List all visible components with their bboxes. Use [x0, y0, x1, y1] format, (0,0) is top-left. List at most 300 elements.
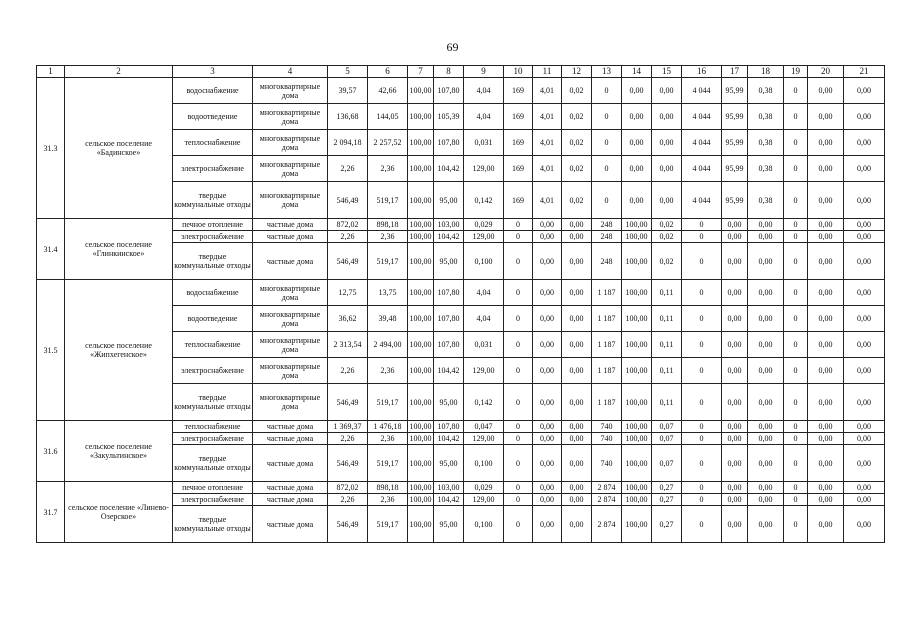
value-cell: 0,00 — [722, 219, 748, 231]
value-cell: 169 — [504, 182, 533, 219]
value-cell: 519,17 — [368, 506, 408, 543]
column-header: 19 — [784, 66, 808, 78]
housing-type: частные дома — [253, 219, 328, 231]
value-cell: 95,99 — [722, 104, 748, 130]
value-cell: 519,17 — [368, 243, 408, 280]
value-cell: 136,68 — [328, 104, 368, 130]
value-cell: 0,00 — [562, 358, 592, 384]
value-cell: 4,04 — [464, 104, 504, 130]
value-cell: 4,01 — [533, 78, 562, 104]
value-cell: 0,00 — [844, 78, 885, 104]
value-cell: 0,38 — [748, 104, 784, 130]
value-cell: 0 — [784, 130, 808, 156]
value-cell: 100,00 — [622, 332, 652, 358]
value-cell: 0,00 — [562, 219, 592, 231]
value-cell: 100,00 — [408, 384, 434, 421]
service-name: электроснабжение — [173, 494, 253, 506]
table-row — [37, 219, 885, 231]
value-cell: 107,80 — [434, 306, 464, 332]
value-cell: 248 — [592, 231, 622, 243]
value-cell: 95,00 — [434, 506, 464, 543]
value-cell: 0,00 — [722, 358, 748, 384]
value-cell: 4 044 — [682, 130, 722, 156]
value-cell: 0 — [682, 243, 722, 280]
value-cell: 0 — [784, 231, 808, 243]
housing-type: многоквартирные дома — [253, 130, 328, 156]
value-cell: 1 187 — [592, 280, 622, 306]
value-cell: 0,00 — [844, 332, 885, 358]
value-cell: 144,05 — [368, 104, 408, 130]
tariff-table — [36, 65, 885, 543]
value-cell: 2,36 — [368, 433, 408, 445]
value-cell: 0 — [784, 506, 808, 543]
housing-type: частные дома — [253, 506, 328, 543]
housing-type: многоквартирные дома — [253, 358, 328, 384]
value-cell: 519,17 — [368, 384, 408, 421]
value-cell: 95,00 — [434, 182, 464, 219]
table-row — [37, 78, 885, 104]
value-cell: 0,100 — [464, 445, 504, 482]
value-cell: 0,00 — [562, 332, 592, 358]
value-cell: 100,00 — [622, 421, 652, 433]
value-cell: 0,00 — [533, 421, 562, 433]
value-cell: 0,02 — [562, 78, 592, 104]
value-cell: 129,00 — [464, 156, 504, 182]
value-cell: 0 — [682, 306, 722, 332]
value-cell: 0,00 — [844, 182, 885, 219]
value-cell: 100,00 — [408, 306, 434, 332]
value-cell: 100,00 — [409, 495, 432, 504]
value-cell: 2 257,52 — [368, 130, 408, 156]
settlement-name: сельское поселение «Жипхегенское» — [65, 280, 173, 421]
value-cell: 129,00 — [464, 494, 504, 506]
value-cell: 0,00 — [652, 182, 682, 219]
value-cell: 0,07 — [652, 433, 682, 445]
value-cell: 546,49 — [328, 445, 368, 482]
value-cell: 39,48 — [368, 306, 408, 332]
value-cell: 0,00 — [748, 421, 784, 433]
housing-type: многоквартирные дома — [253, 384, 328, 421]
value-cell: 0 — [784, 494, 808, 506]
value-cell: 0,00 — [808, 433, 844, 445]
value-cell: 0,00 — [808, 280, 844, 306]
value-cell: 0,00 — [844, 156, 885, 182]
value-cell: 0 — [784, 78, 808, 104]
value-cell: 0,00 — [652, 104, 682, 130]
value-cell: 0 — [592, 104, 622, 130]
value-cell: 0,00 — [844, 306, 885, 332]
value-cell: 0,00 — [722, 433, 748, 445]
value-cell: 0,00 — [748, 384, 784, 421]
value-cell: 0 — [504, 445, 533, 482]
value-cell: 0,02 — [652, 243, 682, 280]
value-cell: 129,00 — [464, 358, 504, 384]
service-name: твердые коммунальные отходы — [173, 243, 253, 280]
value-cell: 0,00 — [748, 494, 784, 506]
value-cell: 4,04 — [464, 280, 504, 306]
value-cell: 100,00 — [409, 483, 432, 492]
value-cell: 0,27 — [652, 506, 682, 543]
column-header: 21 — [844, 66, 885, 78]
column-header: 14 — [622, 66, 652, 78]
value-cell: 0,38 — [748, 130, 784, 156]
value-cell: 0,00 — [844, 384, 885, 421]
value-cell: 104,42 — [434, 156, 464, 182]
value-cell: 0,142 — [464, 182, 504, 219]
value-cell: 0 — [504, 306, 533, 332]
value-cell: 0 — [592, 182, 622, 219]
value-cell: 169 — [504, 104, 533, 130]
value-cell: 0,00 — [844, 280, 885, 306]
service-name: водоотведение — [173, 104, 253, 130]
value-cell: 100,00 — [408, 156, 434, 182]
value-cell: 0,00 — [533, 306, 562, 332]
settlement-name: сельское поселение «Закультинское» — [65, 421, 173, 482]
value-cell: 0,031 — [464, 332, 504, 358]
value-cell: 872,02 — [328, 219, 368, 231]
value-cell: 0 — [682, 433, 722, 445]
value-cell: 0 — [504, 231, 533, 243]
value-cell: 740 — [592, 433, 622, 445]
value-cell: 0,00 — [748, 306, 784, 332]
column-header: 13 — [592, 66, 622, 78]
value-cell: 0,00 — [562, 243, 592, 280]
row-number: 31.3 — [37, 78, 65, 219]
value-cell: 100,00 — [408, 78, 434, 104]
value-cell: 0,00 — [808, 306, 844, 332]
value-cell: 4,04 — [464, 306, 504, 332]
column-header: 11 — [533, 66, 562, 78]
value-cell: 100,00 — [409, 220, 432, 229]
settlement-name: сельское поселение «Бадинское» — [65, 78, 173, 219]
value-cell: 0 — [682, 332, 722, 358]
value-cell: 0,00 — [748, 506, 784, 543]
value-cell: 248 — [592, 243, 622, 280]
value-cell: 872,02 — [328, 482, 368, 494]
value-cell: 0,00 — [533, 494, 562, 506]
value-cell: 0,00 — [844, 243, 885, 280]
value-cell: 0,00 — [722, 421, 748, 433]
value-cell: 0,11 — [652, 332, 682, 358]
value-cell: 2,36 — [368, 494, 408, 506]
value-cell: 169 — [504, 156, 533, 182]
value-cell: 0,00 — [808, 506, 844, 543]
value-cell: 0,00 — [748, 332, 784, 358]
value-cell: 0 — [784, 482, 808, 494]
value-cell: 0,11 — [652, 306, 682, 332]
value-cell: 0 — [682, 280, 722, 306]
value-cell: 898,18 — [368, 219, 408, 231]
value-cell: 4,01 — [533, 182, 562, 219]
value-cell: 0,00 — [808, 494, 844, 506]
housing-type: частные дома — [253, 421, 328, 433]
value-cell: 0,00 — [562, 280, 592, 306]
value-cell: 100,00 — [408, 104, 434, 130]
value-cell: 0 — [784, 219, 808, 231]
value-cell: 100,00 — [622, 433, 652, 445]
column-header: 17 — [722, 66, 748, 78]
value-cell: 1 187 — [592, 384, 622, 421]
value-cell: 107,80 — [434, 421, 464, 433]
value-cell: 546,49 — [328, 506, 368, 543]
value-cell: 2,36 — [368, 358, 408, 384]
value-cell: 2 094,18 — [328, 130, 368, 156]
value-cell: 0,00 — [533, 433, 562, 445]
table-body — [37, 66, 885, 543]
value-cell: 0,02 — [562, 182, 592, 219]
value-cell: 0,00 — [844, 231, 885, 243]
value-cell: 0 — [784, 358, 808, 384]
value-cell: 0,00 — [533, 332, 562, 358]
value-cell: 1 369,37 — [328, 421, 368, 433]
value-cell: 0,00 — [722, 231, 748, 243]
value-cell: 0,02 — [562, 104, 592, 130]
value-cell: 95,99 — [722, 156, 748, 182]
value-cell: 0 — [504, 384, 533, 421]
service-name: печное отопление — [173, 219, 253, 231]
value-cell: 100,00 — [622, 231, 652, 243]
value-cell: 0,00 — [808, 104, 844, 130]
value-cell: 4,04 — [464, 78, 504, 104]
table-row — [37, 421, 885, 433]
value-cell: 2 874 — [592, 494, 622, 506]
value-cell: 100,00 — [408, 358, 434, 384]
value-cell: 100,00 — [622, 494, 652, 506]
value-cell: 107,80 — [434, 78, 464, 104]
value-cell: 2 313,54 — [328, 332, 368, 358]
service-name: печное отопление — [173, 482, 253, 494]
value-cell: 1 187 — [592, 332, 622, 358]
service-name: твердые коммунальные отходы — [173, 506, 253, 543]
value-cell: 0,00 — [562, 306, 592, 332]
value-cell: 0,07 — [652, 445, 682, 482]
value-cell: 546,49 — [328, 384, 368, 421]
value-cell: 107,80 — [434, 280, 464, 306]
page-number: 69 — [446, 40, 459, 54]
value-cell: 0 — [682, 421, 722, 433]
value-cell: 0,00 — [748, 445, 784, 482]
housing-type: частные дома — [253, 433, 328, 445]
value-cell: 2,26 — [328, 156, 368, 182]
value-cell: 105,39 — [434, 104, 464, 130]
column-header: 15 — [652, 66, 682, 78]
value-cell: 4,01 — [533, 130, 562, 156]
value-cell: 519,17 — [368, 182, 408, 219]
settlement-name: сельское поселение «Глинкинское» — [65, 219, 173, 280]
value-cell: 0 — [784, 306, 808, 332]
value-cell: 0,00 — [622, 156, 652, 182]
value-cell: 0,00 — [748, 280, 784, 306]
value-cell: 0,00 — [844, 482, 885, 494]
value-cell: 0 — [784, 104, 808, 130]
value-cell: 0,00 — [844, 130, 885, 156]
value-cell: 0,00 — [722, 384, 748, 421]
value-cell: 95,00 — [434, 445, 464, 482]
value-cell: 12,75 — [328, 280, 368, 306]
value-cell: 0,02 — [562, 130, 592, 156]
value-cell: 0,00 — [808, 78, 844, 104]
value-cell: 740 — [592, 445, 622, 482]
value-cell: 0,11 — [652, 280, 682, 306]
housing-type: частные дома — [253, 494, 328, 506]
service-name: водоснабжение — [173, 280, 253, 306]
value-cell: 0,00 — [748, 358, 784, 384]
housing-type: многоквартирные дома — [253, 306, 328, 332]
value-cell: 0,27 — [652, 482, 682, 494]
value-cell: 0,02 — [562, 156, 592, 182]
value-cell: 0 — [784, 421, 808, 433]
column-header: 6 — [368, 66, 408, 78]
column-header: 4 — [253, 66, 328, 78]
column-header: 20 — [808, 66, 844, 78]
value-cell: 0,047 — [464, 421, 504, 433]
value-cell: 546,49 — [328, 243, 368, 280]
value-cell: 248 — [592, 219, 622, 231]
value-cell: 100,00 — [408, 243, 434, 280]
value-cell: 0,00 — [844, 358, 885, 384]
value-cell: 0,00 — [808, 445, 844, 482]
value-cell: 0,00 — [808, 130, 844, 156]
column-header: 9 — [464, 66, 504, 78]
value-cell: 2,26 — [328, 231, 368, 243]
column-header: 16 — [682, 66, 722, 78]
value-cell: 100,00 — [622, 280, 652, 306]
column-header: 5 — [328, 66, 368, 78]
value-cell: 0,00 — [722, 243, 748, 280]
value-cell: 4,01 — [533, 156, 562, 182]
value-cell: 169 — [504, 130, 533, 156]
value-cell: 169 — [504, 78, 533, 104]
value-cell: 0 — [784, 384, 808, 421]
housing-type: многоквартирные дома — [253, 78, 328, 104]
value-cell: 0 — [784, 433, 808, 445]
value-cell: 100,00 — [408, 130, 434, 156]
housing-type: многоквартирные дома — [253, 332, 328, 358]
value-cell: 0,00 — [562, 384, 592, 421]
value-cell: 0,00 — [562, 506, 592, 543]
value-cell: 0 — [682, 219, 722, 231]
value-cell: 100,00 — [622, 219, 652, 231]
value-cell: 0,029 — [464, 482, 504, 494]
value-cell: 0 — [592, 156, 622, 182]
value-cell: 95,99 — [722, 78, 748, 104]
service-name: электроснабжение — [173, 231, 253, 243]
housing-type: многоквартирные дома — [253, 156, 328, 182]
table-row — [37, 482, 885, 494]
value-cell: 0 — [682, 445, 722, 482]
value-cell: 0,00 — [844, 506, 885, 543]
value-cell: 104,42 — [434, 433, 464, 445]
value-cell: 0 — [682, 482, 722, 494]
value-cell: 42,66 — [368, 78, 408, 104]
value-cell: 0,142 — [464, 384, 504, 421]
housing-type: частные дома — [253, 243, 328, 280]
value-cell: 0 — [682, 494, 722, 506]
column-header: 18 — [748, 66, 784, 78]
housing-type: многоквартирные дома — [253, 104, 328, 130]
value-cell: 100,00 — [408, 445, 434, 482]
service-name: водоснабжение — [173, 78, 253, 104]
value-cell: 0,00 — [808, 358, 844, 384]
service-name: электроснабжение — [173, 156, 253, 182]
value-cell: 0,38 — [748, 78, 784, 104]
service-name: электроснабжение — [173, 433, 253, 445]
value-cell: 4,01 — [533, 104, 562, 130]
value-cell: 100,00 — [408, 182, 434, 219]
service-name: водоотведение — [173, 306, 253, 332]
value-cell: 100,00 — [409, 232, 432, 241]
value-cell: 0,00 — [844, 421, 885, 433]
value-cell: 129,00 — [464, 231, 504, 243]
value-cell: 0,00 — [748, 482, 784, 494]
value-cell: 104,42 — [434, 231, 464, 243]
value-cell: 0,00 — [844, 433, 885, 445]
value-cell: 0,00 — [844, 494, 885, 506]
value-cell: 95,00 — [434, 243, 464, 280]
housing-type: частные дома — [253, 231, 328, 243]
value-cell: 0 — [504, 280, 533, 306]
value-cell: 95,99 — [722, 182, 748, 219]
value-cell: 100,00 — [408, 332, 434, 358]
value-cell: 36,62 — [328, 306, 368, 332]
value-cell: 0,00 — [722, 506, 748, 543]
value-cell: 0,00 — [533, 358, 562, 384]
value-cell: 0,00 — [533, 506, 562, 543]
value-cell: 0,00 — [722, 445, 748, 482]
value-cell: 2,36 — [368, 156, 408, 182]
value-cell: 0,00 — [844, 104, 885, 130]
value-cell: 0,00 — [562, 231, 592, 243]
value-cell: 2 874 — [592, 506, 622, 543]
column-header: 7 — [408, 66, 434, 78]
value-cell: 0 — [784, 243, 808, 280]
value-cell: 0,00 — [844, 445, 885, 482]
value-cell: 0,00 — [722, 280, 748, 306]
value-cell: 0 — [682, 231, 722, 243]
value-cell: 129,00 — [464, 433, 504, 445]
value-cell: 0,00 — [748, 243, 784, 280]
settlement-name: сельское поселение «Линево-Озерское» — [65, 482, 173, 543]
value-cell: 0,00 — [562, 482, 592, 494]
value-cell: 0,00 — [562, 433, 592, 445]
row-number: 31.6 — [37, 421, 65, 482]
value-cell: 0,00 — [622, 130, 652, 156]
value-cell: 0,00 — [622, 78, 652, 104]
value-cell: 0 — [504, 219, 533, 231]
value-cell: 0,00 — [533, 243, 562, 280]
value-cell: 0 — [504, 494, 533, 506]
value-cell: 104,42 — [434, 358, 464, 384]
value-cell: 0,00 — [722, 306, 748, 332]
value-cell: 4 044 — [682, 182, 722, 219]
value-cell: 0,27 — [652, 494, 682, 506]
value-cell: 0,00 — [722, 494, 748, 506]
value-cell: 0 — [682, 384, 722, 421]
value-cell: 0,00 — [748, 231, 784, 243]
value-cell: 0,00 — [622, 104, 652, 130]
value-cell: 100,00 — [622, 358, 652, 384]
service-name: твердые коммунальные отходы — [173, 445, 253, 482]
value-cell: 0,00 — [652, 156, 682, 182]
housing-type: многоквартирные дома — [253, 280, 328, 306]
row-number: 31.5 — [37, 280, 65, 421]
value-cell: 0,00 — [808, 219, 844, 231]
value-cell: 0,00 — [533, 231, 562, 243]
value-cell: 0,100 — [464, 243, 504, 280]
value-cell: 103,00 — [434, 219, 464, 231]
column-header: 10 — [504, 66, 533, 78]
value-cell: 0,00 — [748, 433, 784, 445]
